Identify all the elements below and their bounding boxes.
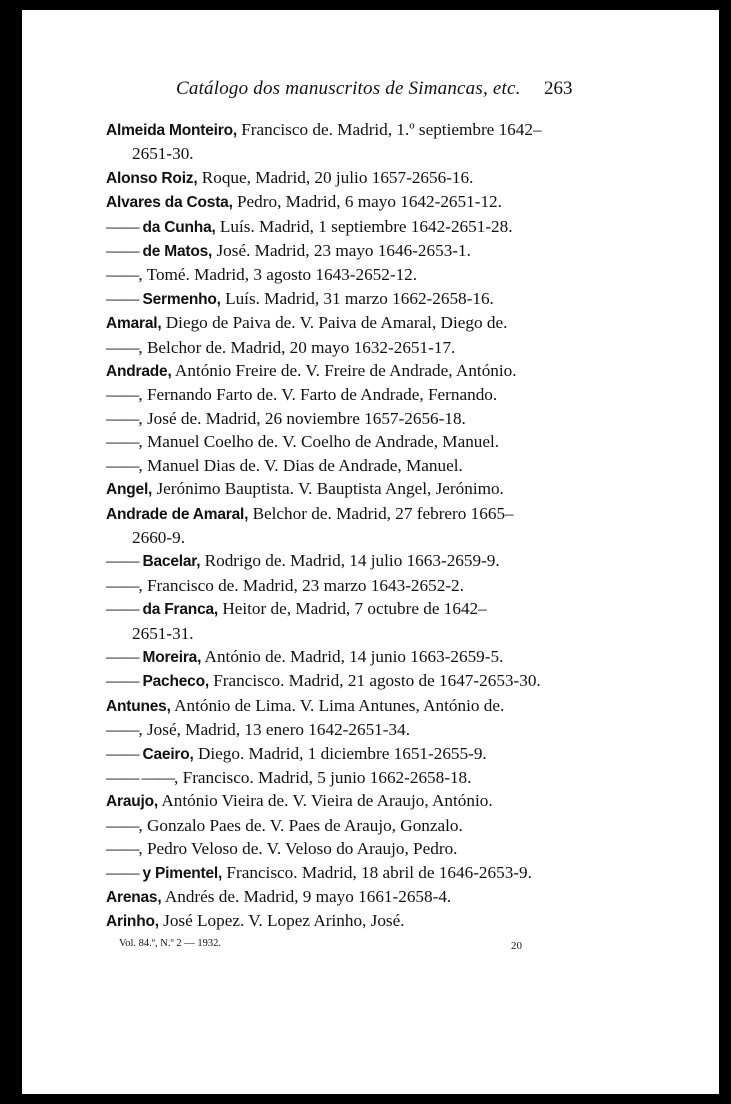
ditto-dash: —— xyxy=(106,265,139,285)
entry-text: Luís. Madrid, 1 septiembre 1642-2651-28. xyxy=(215,216,513,236)
ditto-dash: —— xyxy=(106,337,139,357)
entry-heading: Caeiro, xyxy=(138,745,194,763)
entry-heading: Andrade de Amaral, xyxy=(106,505,249,523)
ditto-dash: —— xyxy=(106,455,139,475)
entry-text: , Manuel Coelho de. V. Coelho de Andrade, Manuel. xyxy=(138,432,500,452)
entry-heading: Sermenho, xyxy=(138,290,221,308)
ditto-dash: —— xyxy=(106,862,139,882)
entry-text: , José, Madrid, 13 enero 1642-2651-34. xyxy=(138,720,410,740)
entry-heading: Alonso Roiz, xyxy=(106,169,198,187)
catalog-entry xyxy=(106,190,596,214)
entry-heading: Pacheco, xyxy=(138,673,209,691)
entry-heading: y Pimentel, xyxy=(138,864,223,882)
catalog-entry xyxy=(106,311,596,335)
catalog-entry xyxy=(106,837,596,860)
entry-text: Francisco. Madrid, 21 agosto de 1647-2653-30. xyxy=(208,671,541,691)
entry-continuation: 2651-30. xyxy=(132,144,194,164)
ditto-dash: —— xyxy=(106,599,139,619)
entry-heading: Moreira, xyxy=(138,648,202,666)
ditto-dash: —— xyxy=(106,216,139,236)
catalog-entry xyxy=(106,574,596,597)
scan-border-top xyxy=(0,0,731,10)
catalog-entry xyxy=(106,359,596,383)
catalog-entry xyxy=(106,718,596,741)
ditto-dash: —— xyxy=(106,671,139,691)
entry-text: Rodrigo de. Madrid, 14 julio 1663-2659-9. xyxy=(200,551,500,571)
catalog-entry xyxy=(106,407,596,430)
entry-heading: Antunes, xyxy=(106,697,171,715)
catalog-entry xyxy=(106,215,596,239)
entry-text: , Gonzalo Paes de. V. Paes de Araujo, Gonzalo. xyxy=(138,815,463,835)
page-number: 263 xyxy=(544,78,573,99)
entry-text: , Francisco de. Madrid, 23 marzo 1643-2652-2. xyxy=(138,575,464,595)
entry-heading: Amaral, xyxy=(106,315,162,333)
entry-text: José Lopez. V. Lopez Arinho, José. xyxy=(158,911,405,931)
catalog-entry xyxy=(106,909,596,933)
entry-text: , Fernando Farto de. V. Farto de Andrade, Fernando. xyxy=(138,385,498,405)
entry-text: Pedro, Madrid, 6 mayo 1642-2651-12. xyxy=(232,192,502,212)
catalog-entry xyxy=(106,383,596,406)
catalog-entry xyxy=(106,789,596,813)
entry-text: Diego. Madrid, 1 diciembre 1651-2655-9. xyxy=(193,743,487,763)
catalog-entry xyxy=(106,766,596,789)
entry-text: António de. Madrid, 14 junio 1663-2659-5. xyxy=(201,646,504,666)
catalog-entry xyxy=(106,166,596,190)
catalog-entry xyxy=(106,336,596,359)
entry-heading: da Cunha, xyxy=(138,218,216,236)
catalog-entry xyxy=(106,669,596,693)
catalog-entry xyxy=(106,645,596,669)
catalog-entry xyxy=(106,263,596,286)
catalog-entry xyxy=(106,239,596,263)
catalog-entry xyxy=(106,287,596,311)
entry-continuation: 2651-31. xyxy=(132,623,194,643)
entry-text: , Tomé. Madrid, 3 agosto 1643-2652-12. xyxy=(138,265,418,285)
catalog-entry xyxy=(106,597,596,621)
entry-text: Luís. Madrid, 31 marzo 1662-2658-16. xyxy=(220,288,494,308)
ditto-dash: —— xyxy=(106,288,139,308)
entry-heading: Araujo, xyxy=(106,793,158,811)
entry-text: José. Madrid, 23 mayo 1646-2653-1. xyxy=(212,241,471,261)
entry-continuation: 2660-9. xyxy=(132,527,185,547)
scan-border-bottom xyxy=(0,1094,731,1104)
entry-text: Francisco de. Madrid, 1.º septiembre 1642– xyxy=(236,120,542,139)
entry-heading: Angel, xyxy=(106,481,153,499)
entry-text: , Francisco. Madrid, 5 junio 1662-2658-18. xyxy=(174,767,472,787)
signature-mark: 20 xyxy=(511,940,522,952)
entry-text: Jerónimo Bauptista. V. Bauptista Angel, Jerónimo. xyxy=(152,479,504,499)
ditto-dash: —— xyxy=(106,720,139,740)
catalog-entry xyxy=(106,885,596,909)
scan-border-right xyxy=(719,0,731,1104)
catalog-entry xyxy=(106,502,596,526)
catalog-entry xyxy=(106,742,596,766)
ditto-dash: —— xyxy=(106,575,139,595)
entry-text: Diego de Paiva de. V. Paiva de Amaral, Diego de. xyxy=(161,313,508,333)
catalog-entry xyxy=(106,694,596,718)
catalog-entries xyxy=(106,118,596,934)
entry-text: , Pedro Veloso de. V. Veloso do Araujo, Pedro. xyxy=(138,839,458,859)
entry-text: Heitor de, Madrid, 7 octubre de 1642– xyxy=(218,599,487,619)
entry-heading: Bacelar, xyxy=(138,553,201,571)
ditto-dash: —— xyxy=(106,432,139,452)
entry-heading: de Matos, xyxy=(138,243,213,261)
entry-text: António Vieira de. V. Vieira de Araujo, António. xyxy=(158,791,493,811)
entry-heading: Almeida Monteiro, xyxy=(106,122,237,139)
entry-heading: Alvares da Costa, xyxy=(106,194,233,212)
entry-text: Belchor de. Madrid, 27 febrero 1665– xyxy=(248,503,514,523)
entry-text: Roque, Madrid, 20 julio 1657-2656-16. xyxy=(197,167,474,187)
catalog-entry xyxy=(106,861,596,885)
catalog-entry xyxy=(106,430,596,453)
scan-border-left xyxy=(0,0,22,1104)
volume-footer: Vol. 84.º, N.º 2 — 1932. xyxy=(119,938,221,949)
catalog-entry xyxy=(106,814,596,837)
catalog-entry xyxy=(106,118,596,142)
ditto-dash: —— xyxy=(106,839,139,859)
entry-heading: Arinho, xyxy=(106,913,159,931)
catalog-entry xyxy=(106,454,596,477)
entry-text: , José de. Madrid, 26 noviembre 1657-2656-18. xyxy=(138,408,466,428)
ditto-dash: —— xyxy=(106,551,139,571)
entry-text: António de Lima. V. Lima Antunes, António de. xyxy=(170,695,505,715)
entry-text: Francisco. Madrid, 18 abril de 1646-2653-9. xyxy=(222,862,532,882)
ditto-dash: —— xyxy=(106,743,139,763)
catalog-entry xyxy=(106,477,596,501)
entry-heading: Arenas, xyxy=(106,889,162,906)
catalog-entry xyxy=(106,549,596,573)
entry-text: António Freire de. V. Freire de Andrade, António. xyxy=(171,361,517,381)
entry-heading: Andrade, xyxy=(106,363,172,381)
entry-heading: da Franca, xyxy=(138,601,219,619)
ditto-dash: —— xyxy=(106,408,139,428)
ditto-dash: —— —— xyxy=(106,767,175,787)
ditto-dash: —— xyxy=(106,241,139,261)
entry-text: Andrés de. Madrid, 9 mayo 1661-2658-4. xyxy=(161,887,452,906)
running-title: Catálogo dos manuscritos de Simancas, etc. xyxy=(176,78,521,99)
ditto-dash: —— xyxy=(106,385,139,405)
ditto-dash: —— xyxy=(106,815,139,835)
entry-text: , Manuel Dias de. V. Dias de Andrade, Manuel. xyxy=(138,455,463,475)
ditto-dash: —— xyxy=(106,646,139,666)
entry-text: , Belchor de. Madrid, 20 mayo 1632-2651-17. xyxy=(138,337,456,357)
